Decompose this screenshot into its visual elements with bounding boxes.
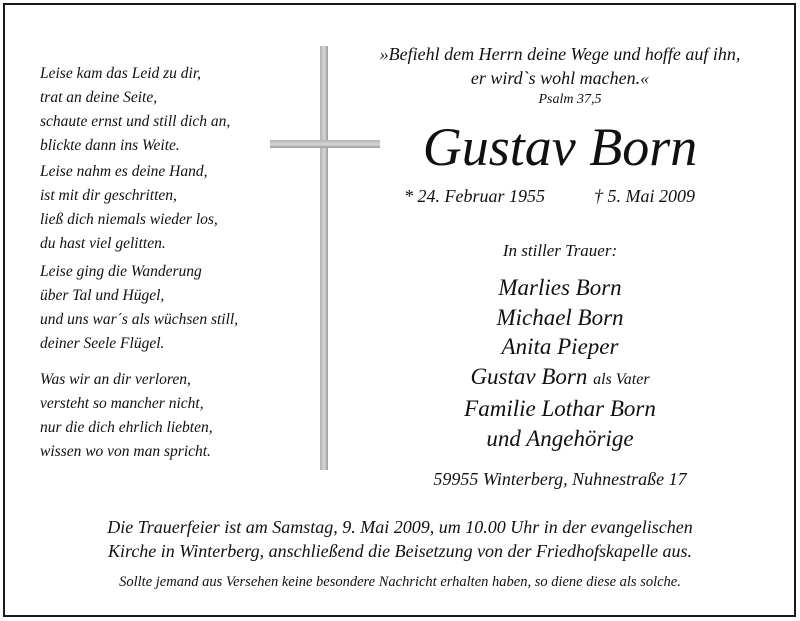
poem-line: über Tal und Hügel, <box>40 287 165 304</box>
poem-line: ist mit dir geschritten, <box>40 187 177 204</box>
poem-stanza-1 <box>40 62 230 158</box>
poem-line: Leise ging die Wanderung <box>40 263 202 280</box>
mourner-name: Familie Lothar Born <box>464 396 656 421</box>
birth-date: * 24. Februar 1955 <box>404 186 545 206</box>
poem-line: ließ dich niemals wieder los, <box>40 211 218 228</box>
footnote: Sollte jemand aus Versehen keine besondere Nachricht erhalten haben, so diene diese als solche. <box>119 574 681 590</box>
deceased-name: Gustav Born <box>422 117 698 177</box>
ceremony-line-1: Die Trauerfeier ist am Samstag, 9. Mai 2009, um 10.00 Uhr in der evangelischen <box>107 517 693 537</box>
poem-line: schaute ernst und still dich an, <box>40 113 231 130</box>
mourner-name: und Angehörige <box>486 425 634 451</box>
ceremony-line-2: Kirche in Winterberg, anschließend die Beisetzung von der Friedhofskapelle aus. <box>107 541 693 561</box>
mourner-relation: als Vater <box>593 370 650 388</box>
poem-line: nur die dich ehrlich liebten, <box>40 419 213 436</box>
poem-line: Was wir an dir verloren, <box>40 371 191 388</box>
ceremony-info <box>0 515 800 563</box>
mourners-list <box>360 273 760 453</box>
mourner-name: Gustav Born als Vater <box>470 363 650 389</box>
mourner-name: Michael Born <box>496 304 624 330</box>
poem-stanza-3 <box>40 260 238 356</box>
mourner-name: Anita Pieper <box>501 334 619 359</box>
poem-line: deiner Seele Flügel. <box>40 335 165 352</box>
psalm-quote <box>360 42 760 90</box>
poem-line: du hast viel gelitten. <box>40 235 166 252</box>
poem-line: Leise nahm es deine Hand, <box>40 163 208 180</box>
mourner-name: Marlies Born <box>498 275 622 300</box>
poem-line: blickte dann ins Weite. <box>40 137 180 154</box>
poem-line: Leise kam das Leid zu dir, <box>40 65 202 82</box>
address: 59955 Winterberg, Nuhnestraße 17 <box>433 469 687 489</box>
cross-icon-vertical-bar <box>320 46 328 470</box>
poem-line: wissen wo von man spricht. <box>40 443 211 460</box>
poem-line: und uns war´s als wüchsen still, <box>40 311 239 328</box>
psalm-line-2: er wird`s wohl machen.« <box>470 68 650 88</box>
poem-line: versteht so mancher nicht, <box>40 395 204 412</box>
poem-stanza-4 <box>40 368 213 464</box>
death-date: † 5. Mai 2009 <box>594 186 695 206</box>
poem-line: trat an deine Seite, <box>40 89 158 106</box>
poem-stanza-2 <box>40 160 218 256</box>
psalm-source: Psalm 37,5 <box>538 92 602 107</box>
psalm-line-1: »Befiehl dem Herrn deine Wege und hoffe auf ihn, <box>379 44 741 64</box>
mourning-intro: In stiller Trauer: <box>502 241 618 260</box>
